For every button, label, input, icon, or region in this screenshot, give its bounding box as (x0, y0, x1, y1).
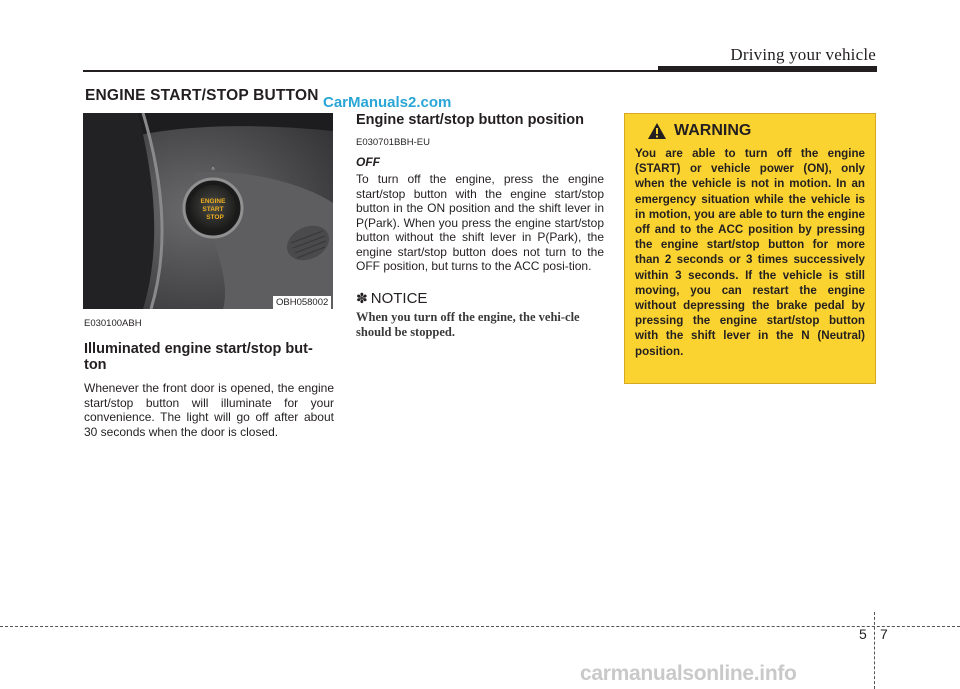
position-label: OFF (356, 155, 380, 169)
warning-text: You are able to turn off the engine (START) or vehicle power (ON), only when the vehicle is not in motion. In an emergency situation while the vehicle is in motion, you are able to turn the engine off and to the ACC position by pressing the engine start/stop button for more than 2 seconds or 3 times successively within 3 seconds. If the vehicle is still moving, you can restart the engine without depressing the brake pedal by pressing the engine start/stop button with the shift lever in the N (Neutral) position. (635, 147, 865, 358)
header-rule-accent (658, 66, 877, 72)
reference-code: E030100ABH (84, 318, 142, 329)
body-paragraph: Whenever the front door is opened, the engine start/stop button will illuminate for your convenience. The light will go off after about 30 seconds when the door is closed. (84, 381, 334, 439)
reference-code: E030701BBH-EU (356, 137, 430, 148)
page-divider (874, 612, 875, 689)
warning-header (647, 122, 865, 140)
subsection-heading: Illuminated engine start/stop but-ton (84, 341, 313, 373)
notice-text: When you turn off the engine, the vehi-cle should be stopped. (356, 309, 580, 339)
warning-box (624, 113, 876, 384)
engine-button-photo (83, 113, 333, 309)
photo-button-line: STOP (206, 214, 224, 221)
page-number: 7 (880, 626, 888, 642)
column-1 (84, 318, 334, 439)
watermark-top[interactable]: CarManuals2.com (323, 94, 452, 111)
svg-text:⚙: ⚙ (211, 166, 215, 171)
asterisk-icon: ✽ (356, 289, 368, 306)
section-title: ENGINE START/STOP BUTTON (85, 87, 319, 104)
photo-button-line: START (202, 206, 224, 213)
footer-rule (0, 626, 960, 627)
notice-title: NOTICE (370, 289, 428, 307)
photo-button-line: ENGINE (200, 198, 226, 205)
warning-triangle-icon (647, 122, 667, 140)
body-paragraph: To turn off the engine, press the engine start/stop button with the engine start/stop button in the ON position and the shift lever in P(Park). When you press the engine start/stop button without the shift lever in P(Park), the engine start/stop button does not turn to the OFF position, but turns to the ACC posi-tion. (356, 172, 604, 273)
notice-heading (356, 290, 604, 307)
subsection-heading: Engine start/stop button position (356, 112, 584, 128)
header-rule (83, 70, 658, 72)
chapter-title: Driving your vehicle (730, 45, 876, 64)
chapter-number: 5 (859, 626, 867, 642)
photo-code: OBH058002 (273, 296, 331, 309)
warning-title: WARNING (674, 122, 752, 139)
column-2 (356, 112, 604, 340)
watermark-bottom[interactable]: carmanualsonline.info (580, 662, 797, 685)
